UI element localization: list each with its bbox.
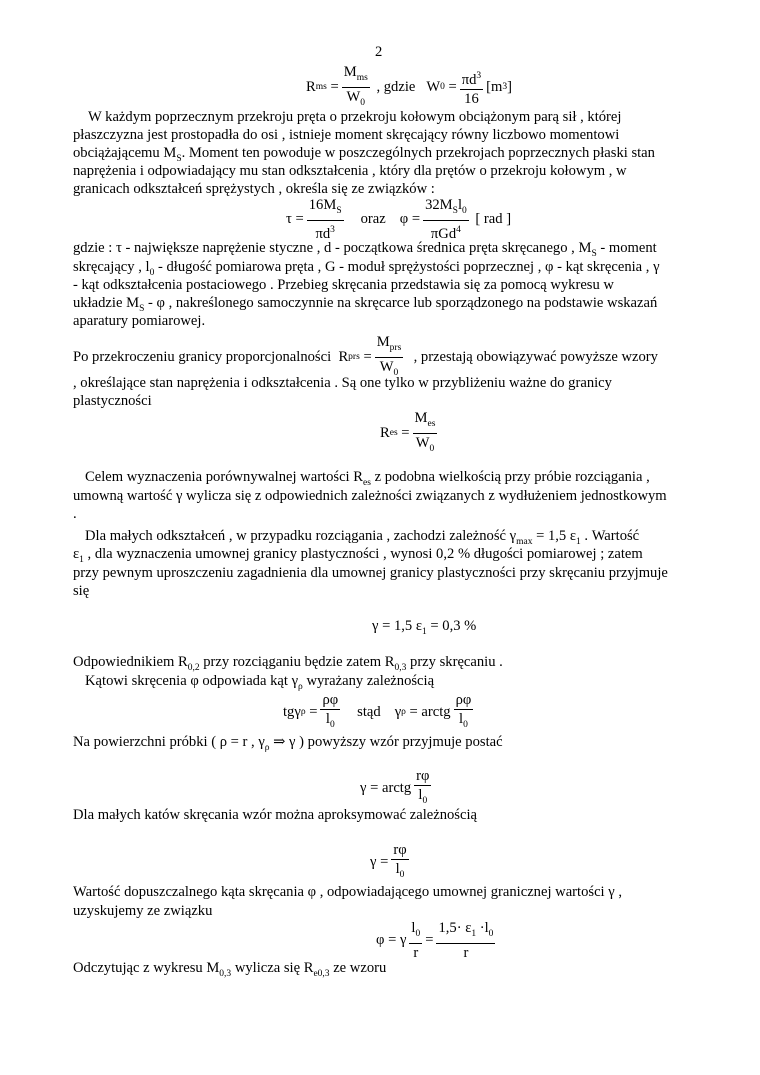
equation-phi-allowed: φ = γ $\frac{l_0}{r}$ = $\frac{1,5\cdot \varepsilon_1 \cdot l_0}{r}$ (376, 920, 494, 961)
paragraph-line: plastyczności (73, 393, 152, 409)
equation-gamma-approx: γ = $\frac{r\varphi}{l_0}$ (370, 842, 407, 880)
equation-tau-phi: τ = $\frac{16M_S}{\pi d^3}$ oraz φ = $\frac{32M_Sl_0}{\pi Gd^4}$ [ rad ] (286, 197, 512, 242)
paragraph-line: naprężenia i odpowiadający mu stan odkształcenia , który dla prętów o przekroju kołowym , w (73, 163, 627, 179)
equation-res: R es = $\frac{M_{es}}{W_0}$ (380, 410, 436, 454)
paragraph-line-with-equation: Po przekroczeniu granicy proporcjonalności R prs = $\frac{M_{prs}}{W_0}$ , przestają obowiązywać powyższe wzory (73, 334, 658, 378)
paragraph-line: płaszczyzna jest prostopadła do osi , istnieje moment skręcający równy liczbowo momentowi (73, 127, 620, 143)
paragraph-line: granicach odkształceń sprężystych , określa się ze związków : (73, 181, 435, 197)
paragraph-line: uzyskujemy ze związku (73, 903, 213, 919)
page-number: 2 (375, 44, 383, 60)
paragraph-line: gdzie : τ - największe naprężenie styczne , d - początkowa średnica pręta skręcanego , $M_S$ - moment (73, 240, 657, 259)
equation-tg-gamma: tgγ ρ = $\frac{\rho\varphi}{l_0}$ stąd γ ρ = arctg $\frac{\rho\varphi}{l_0}$ (283, 692, 472, 730)
paragraph-line: Na powierzchni próbki ( ρ = r , $\gamma_\rho$ ⇒ γ ) powyższy wzór przyjmuje postać (73, 734, 503, 753)
paragraph-line: skręcający , $l_0$ - długość pomiarowa pręta , G - moduł sprężystości poprzecznej , φ - kąt skręcenia , γ (73, 259, 660, 278)
paragraph-line: . (73, 506, 77, 522)
paragraph-line: układzie $M_S$ - φ , nakreślonego samoczynnie na skręcarce lub sporządzonego na podstawie wskazań (73, 295, 658, 314)
paragraph-line: $\varepsilon_1$ , dla wyznaczenia umownej granicy plastyczności , wynosi 0,2 % długości pomiarowej ; zatem (73, 546, 643, 565)
paragraph-line: aparatury pomiarowej. (73, 313, 206, 329)
paragraph-line: Dla małych odkształceń , w przypadku rozciągania , zachodzi zależność $\gamma_{max} = 1,5$ $\varepsilon_1$ . Wartość (85, 528, 640, 547)
paragraph-line: umowną wartość γ wylicza się z odpowiednich zależności związanych z wydłużeniem jednostkowym (73, 488, 667, 504)
paragraph-line: Odczytując z wykresu $M_{0,3}$ wylicza się $R_{e0,3}$ ze wzoru (73, 960, 387, 979)
paragraph-line: przy pewnym uproszczeniu zagadnienia dla umownej granicy plastyczności przy skręcaniu przyjmuje (73, 565, 668, 581)
equation-gamma-value: γ = 1,5 $\varepsilon_1 = 0,3$ % (372, 618, 477, 637)
paragraph-line: W każdym poprzecznym przekroju pręta o przekroju kołowym obciążonym parą sił , której (88, 109, 622, 125)
paragraph-line: obciążającemu $M_S$. Moment ten powoduje w poszczególnych przekrojach poprzecznych płaski stan (73, 145, 655, 164)
paragraph-line: Wartość dopuszczalnego kąta skręcania φ , odpowiadającego umownej granicznej wartości γ , (73, 884, 622, 900)
paragraph-line: , określające stan naprężenia i odkształcenia . Są one tylko w przybliżeniu ważne do granicy (73, 375, 612, 391)
paragraph-line: się (73, 583, 90, 599)
paragraph-line: Odpowiednikiem $R_{0,2}$ przy rozciąganiu będzie zatem $R_{0,3}$ przy skręcaniu . (73, 654, 503, 673)
paragraph-line: Dla małych katów skręcania wzór można aproksymować zależnością (73, 807, 477, 823)
equation-gamma-arctg: γ = arctg $\frac{r\varphi}{l_0}$ (360, 768, 430, 806)
paragraph-line: Kątowi skręcenia φ odpowiada kąt $\gamma_\rho$ wyrażany zależnością (85, 673, 435, 692)
paragraph-line: - kąt odkształcenia postaciowego . Przebieg skręcania przedstawia się za pomocą wykresu w (73, 277, 614, 293)
equation-rms: R ms = $\frac{M_{ms}}{W_0}$ , gdzie W 0 = $\frac{\pi d^3}{16}$ [m 3 ] (306, 64, 512, 108)
paragraph-line: Celem wyznaczenia porównywalnej wartości $R_{es}$ z podobna wielkością przy próbie rozciągania , (85, 469, 650, 488)
